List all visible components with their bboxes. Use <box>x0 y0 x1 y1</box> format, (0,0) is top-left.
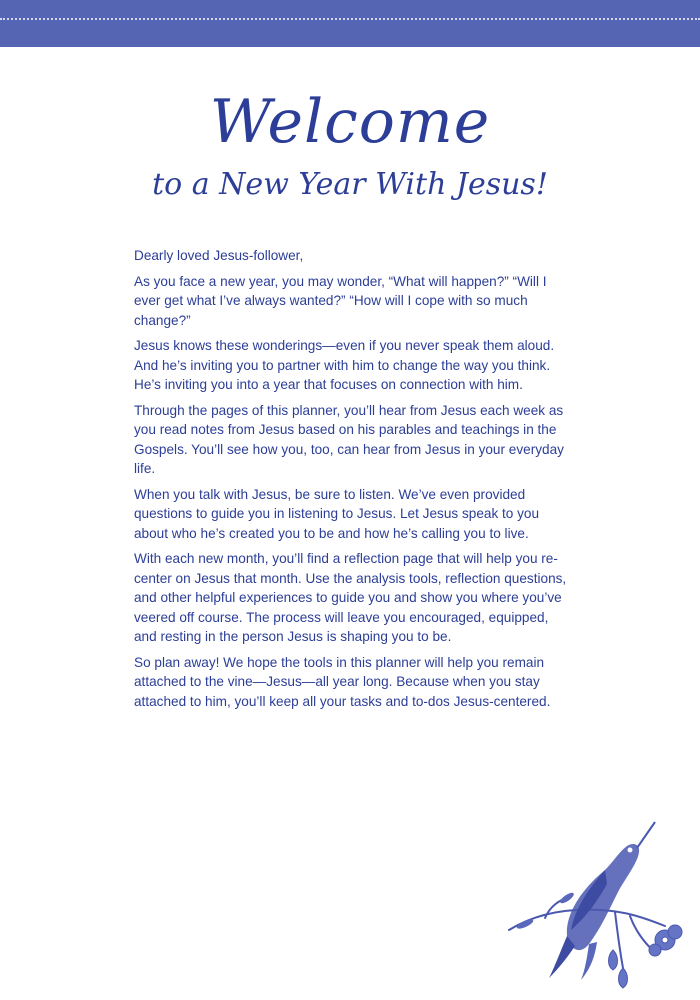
page-subtitle: to a New Year With Jesus! <box>152 167 548 202</box>
hummingbird-illustration <box>505 818 695 993</box>
paragraph-6: So plan away! We hope the tools in this planner will help you remain attached to the vine—Jesus—all year long. Because when you stay attached to him, you’ll keep all your tasks and to-dos Jesus-centered. <box>134 654 551 709</box>
paragraph-5: With each new month, you’ll find a reflection page that will help you re-center on Jesus that month. Use the analysis tools, reflection questions, and other helpful experiences to guide you and show you where you’ve veered off course. The process will leave you encouraged, equipped, and resting in the person Jesus is shaping you to be. <box>134 551 567 644</box>
paragraph-3: Through the pages of this planner, you’ll hear from Jesus each week as you read notes from Jesus based on his parables and teachings in the Gospels. You’ll see how you, too, can hear from Jesus in your everyday life. <box>134 402 564 476</box>
dotted-line-divider <box>0 18 700 20</box>
paragraph-2: Jesus knows these wonderings—even if you never speak them aloud. And he’s inviting you to partner with him to change the way you think. He’s inviting you into a year that focuses on connection with him. <box>134 338 555 392</box>
paragraph-4: When you talk with Jesus, be sure to listen. We’ve even provided questions to guide you in listening to Jesus. Let Jesus speak to you about who he’s created you to be and how he’s calling you to live. <box>134 486 540 541</box>
letter-body <box>134 246 574 717</box>
page-title: Welcome <box>209 87 491 157</box>
salutation: Dearly loved Jesus-follower, <box>134 248 304 263</box>
top-color-band <box>0 0 700 47</box>
paragraph-1: As you face a new year, you may wonder, “What will happen?” “Will I ever get what I’ve always wanted?” “How will I cope with so much change?” <box>134 273 547 328</box>
